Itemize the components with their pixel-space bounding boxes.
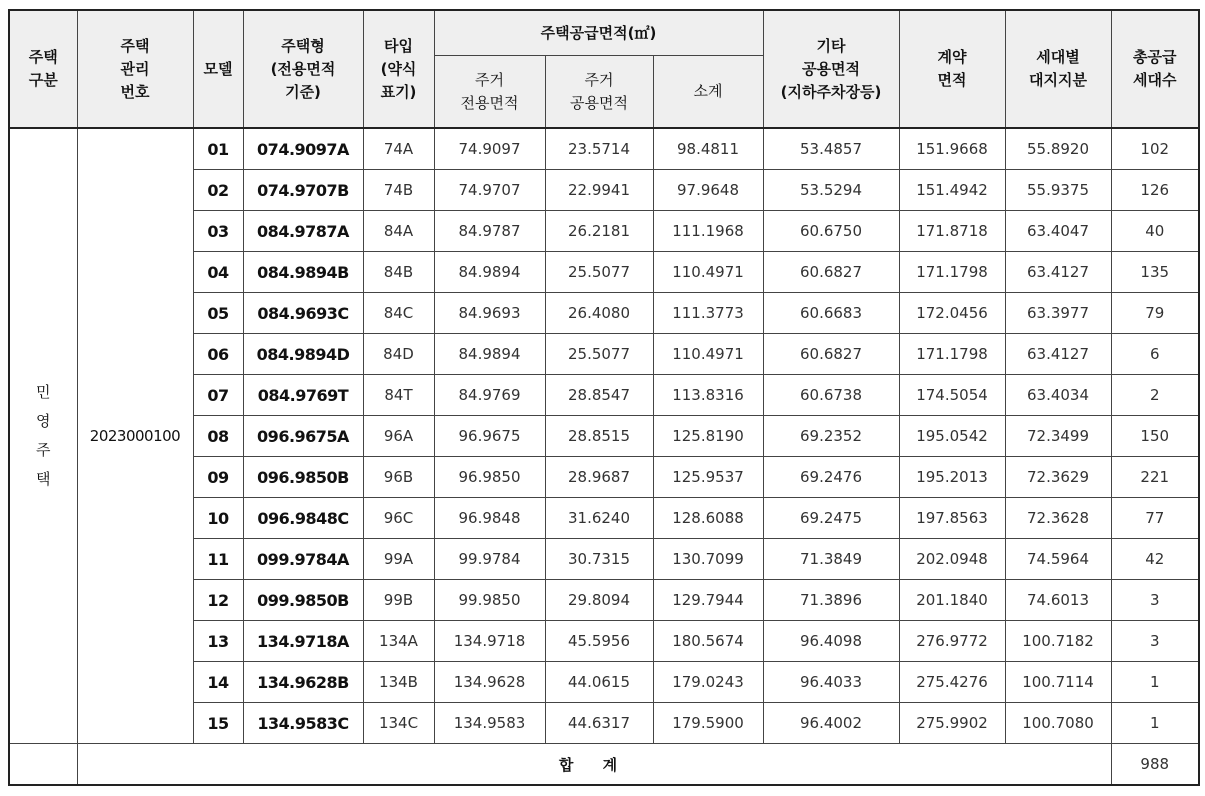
other-common-area-cell: 60.6827 [763, 252, 899, 293]
housing-type-cell: 099.9850B [243, 580, 363, 621]
common-area-cell: 29.8094 [545, 580, 653, 621]
subtotal-cell: 125.8190 [653, 416, 763, 457]
other-common-area-cell: 69.2352 [763, 416, 899, 457]
land-share-cell: 74.6013 [1005, 580, 1111, 621]
type-cell: 96C [363, 498, 434, 539]
total-units: 988 [1111, 744, 1199, 786]
header-subtotal-text: 소계 [693, 82, 723, 100]
model-cell: 01 [193, 128, 243, 170]
header-land-share-text: 세대별 대지지분 [1029, 48, 1087, 89]
header-category [9, 10, 77, 128]
type-cell: 99B [363, 580, 434, 621]
header-other-common-area-text: 기타 공용면적 (지하주차장등) [780, 36, 882, 101]
housing-type-cell: 099.9784A [243, 539, 363, 580]
subtotal-cell: 97.9648 [653, 170, 763, 211]
table-row [9, 128, 1199, 170]
header-type [363, 10, 434, 128]
land-share-cell: 63.4034 [1005, 375, 1111, 416]
common-area-cell: 28.8547 [545, 375, 653, 416]
exclusive-area-cell: 134.9628 [434, 662, 545, 703]
common-area-cell: 31.6240 [545, 498, 653, 539]
common-area-cell: 23.5714 [545, 128, 653, 170]
housing-type-cell: 074.9707B [243, 170, 363, 211]
land-share-cell: 72.3499 [1005, 416, 1111, 457]
housing-type-cell: 084.9894D [243, 334, 363, 375]
units-cell: 102 [1111, 128, 1199, 170]
exclusive-area-cell: 134.9718 [434, 621, 545, 662]
model-cell: 02 [193, 170, 243, 211]
model-cell: 15 [193, 703, 243, 744]
subtotal-cell: 179.0243 [653, 662, 763, 703]
exclusive-area-cell: 134.9583 [434, 703, 545, 744]
model-cell: 14 [193, 662, 243, 703]
model-cell: 11 [193, 539, 243, 580]
model-cell: 06 [193, 334, 243, 375]
type-cell: 134B [363, 662, 434, 703]
land-share-cell: 100.7080 [1005, 703, 1111, 744]
header-resident-common [545, 56, 653, 129]
land-share-cell: 63.4047 [1005, 211, 1111, 252]
total-row [9, 744, 1199, 786]
units-cell: 42 [1111, 539, 1199, 580]
other-common-area-cell: 60.6683 [763, 293, 899, 334]
contract-area-cell: 151.4942 [899, 170, 1005, 211]
land-share-cell: 63.3977 [1005, 293, 1111, 334]
units-cell: 79 [1111, 293, 1199, 334]
type-cell: 84C [363, 293, 434, 334]
header-total-units [1111, 10, 1199, 128]
other-common-area-cell: 71.3849 [763, 539, 899, 580]
contract-area-cell: 171.1798 [899, 334, 1005, 375]
units-cell: 77 [1111, 498, 1199, 539]
exclusive-area-cell: 99.9784 [434, 539, 545, 580]
common-area-cell: 22.9941 [545, 170, 653, 211]
units-cell: 221 [1111, 457, 1199, 498]
contract-area-cell: 276.9772 [899, 621, 1005, 662]
exclusive-area-cell: 74.9707 [434, 170, 545, 211]
housing-type-cell: 074.9097A [243, 128, 363, 170]
subtotal-cell: 111.3773 [653, 293, 763, 334]
type-cell: 99A [363, 539, 434, 580]
total-label: 합 계 [77, 744, 1111, 786]
header-management-number-text: 주택 관리 번호 [120, 36, 150, 101]
housing-type-cell: 084.9787A [243, 211, 363, 252]
header-type-text: 타입 (약식 표기) [380, 36, 417, 101]
contract-area-cell: 275.4276 [899, 662, 1005, 703]
header-model-text: 모델 [203, 59, 233, 78]
exclusive-area-cell: 74.9097 [434, 128, 545, 170]
units-cell: 3 [1111, 580, 1199, 621]
land-share-cell: 55.8920 [1005, 128, 1111, 170]
header-resident-exclusive-text: 주거 전용면적 [460, 70, 519, 112]
land-share-cell: 72.3628 [1005, 498, 1111, 539]
exclusive-area-cell: 84.9769 [434, 375, 545, 416]
type-cell: 134C [363, 703, 434, 744]
subtotal-cell: 98.4811 [653, 128, 763, 170]
model-cell: 04 [193, 252, 243, 293]
type-cell: 84B [363, 252, 434, 293]
housing-type-cell: 096.9675A [243, 416, 363, 457]
housing-type-cell: 134.9718A [243, 621, 363, 662]
model-cell: 05 [193, 293, 243, 334]
other-common-area-cell: 71.3896 [763, 580, 899, 621]
management-number-cell: 2023000100 [77, 128, 193, 744]
header-resident-common-text: 주거 공용면적 [570, 70, 628, 112]
exclusive-area-cell: 84.9894 [434, 252, 545, 293]
land-share-cell: 63.4127 [1005, 252, 1111, 293]
category-char: 택 [36, 470, 51, 488]
contract-area-cell: 195.2013 [899, 457, 1005, 498]
common-area-cell: 45.5956 [545, 621, 653, 662]
other-common-area-cell: 96.4033 [763, 662, 899, 703]
type-cell: 84T [363, 375, 434, 416]
land-share-cell: 100.7114 [1005, 662, 1111, 703]
housing-type-cell: 096.9850B [243, 457, 363, 498]
units-cell: 3 [1111, 621, 1199, 662]
model-cell: 10 [193, 498, 243, 539]
housing-type-cell: 096.9848C [243, 498, 363, 539]
housing-type-cell: 134.9583C [243, 703, 363, 744]
exclusive-area-cell: 96.9675 [434, 416, 545, 457]
common-area-cell: 28.9687 [545, 457, 653, 498]
header-category-text: 주택 구분 [28, 48, 58, 89]
land-share-cell: 55.9375 [1005, 170, 1111, 211]
common-area-cell: 25.5077 [545, 252, 653, 293]
units-cell: 150 [1111, 416, 1199, 457]
subtotal-cell: 113.8316 [653, 375, 763, 416]
exclusive-area-cell: 84.9693 [434, 293, 545, 334]
header-supply-area [434, 10, 763, 56]
contract-area-cell: 171.1798 [899, 252, 1005, 293]
table-body [9, 128, 1199, 785]
category-char: 주 [36, 441, 51, 459]
exclusive-area-cell: 84.9894 [434, 334, 545, 375]
common-area-cell: 26.2181 [545, 211, 653, 252]
subtotal-cell: 110.4971 [653, 334, 763, 375]
contract-area-cell: 202.0948 [899, 539, 1005, 580]
contract-area-cell: 171.8718 [899, 211, 1005, 252]
housing-type-cell: 084.9693C [243, 293, 363, 334]
units-cell: 135 [1111, 252, 1199, 293]
type-cell: 96B [363, 457, 434, 498]
supply-area-table-container [8, 9, 1200, 786]
table-header [9, 10, 1199, 128]
type-cell: 134A [363, 621, 434, 662]
other-common-area-cell: 96.4098 [763, 621, 899, 662]
header-management-number [77, 10, 193, 128]
land-share-cell: 100.7182 [1005, 621, 1111, 662]
common-area-cell: 44.0615 [545, 662, 653, 703]
header-supply-area-text: 주택공급면적(㎡) [540, 23, 657, 42]
common-area-cell: 25.5077 [545, 334, 653, 375]
subtotal-cell: 110.4971 [653, 252, 763, 293]
header-total-units-text: 총공급 세대수 [1133, 48, 1177, 89]
other-common-area-cell: 60.6750 [763, 211, 899, 252]
contract-area-cell: 197.8563 [899, 498, 1005, 539]
contract-area-cell: 172.0456 [899, 293, 1005, 334]
housing-type-cell: 084.9769T [243, 375, 363, 416]
type-cell: 96A [363, 416, 434, 457]
subtotal-cell: 179.5900 [653, 703, 763, 744]
model-cell: 09 [193, 457, 243, 498]
type-cell: 74A [363, 128, 434, 170]
contract-area-cell: 151.9668 [899, 128, 1005, 170]
header-other-common-area [763, 10, 899, 128]
header-resident-exclusive [434, 56, 545, 129]
contract-area-cell: 201.1840 [899, 580, 1005, 621]
units-cell: 40 [1111, 211, 1199, 252]
header-model [193, 10, 243, 128]
category-cell [9, 128, 77, 744]
header-contract-area [899, 10, 1005, 128]
header-housing-type-text: 주택형 (전용면적 기준) [270, 36, 336, 101]
housing-type-cell: 084.9894B [243, 252, 363, 293]
model-cell: 13 [193, 621, 243, 662]
contract-area-cell: 174.5054 [899, 375, 1005, 416]
header-contract-area-text: 계약 면적 [937, 48, 967, 89]
land-share-cell: 63.4127 [1005, 334, 1111, 375]
total-category-blank [9, 744, 77, 786]
type-cell: 74B [363, 170, 434, 211]
land-share-cell: 72.3629 [1005, 457, 1111, 498]
other-common-area-cell: 96.4002 [763, 703, 899, 744]
units-cell: 126 [1111, 170, 1199, 211]
subtotal-cell: 125.9537 [653, 457, 763, 498]
subtotal-cell: 129.7944 [653, 580, 763, 621]
exclusive-area-cell: 96.9850 [434, 457, 545, 498]
model-cell: 08 [193, 416, 243, 457]
exclusive-area-cell: 84.9787 [434, 211, 545, 252]
other-common-area-cell: 69.2476 [763, 457, 899, 498]
header-land-share [1005, 10, 1111, 128]
land-share-cell: 74.5964 [1005, 539, 1111, 580]
housing-type-cell: 134.9628B [243, 662, 363, 703]
model-cell: 12 [193, 580, 243, 621]
contract-area-cell: 275.9902 [899, 703, 1005, 744]
units-cell: 1 [1111, 662, 1199, 703]
common-area-cell: 26.4080 [545, 293, 653, 334]
category-char: 민 [36, 383, 51, 401]
other-common-area-cell: 60.6738 [763, 375, 899, 416]
other-common-area-cell: 69.2475 [763, 498, 899, 539]
subtotal-cell: 111.1968 [653, 211, 763, 252]
header-housing-type [243, 10, 363, 128]
contract-area-cell: 195.0542 [899, 416, 1005, 457]
subtotal-cell: 130.7099 [653, 539, 763, 580]
common-area-cell: 44.6317 [545, 703, 653, 744]
category-char: 영 [36, 412, 51, 430]
common-area-cell: 28.8515 [545, 416, 653, 457]
model-cell: 03 [193, 211, 243, 252]
other-common-area-cell: 60.6827 [763, 334, 899, 375]
type-cell: 84D [363, 334, 434, 375]
subtotal-cell: 180.5674 [653, 621, 763, 662]
type-cell: 84A [363, 211, 434, 252]
exclusive-area-cell: 99.9850 [434, 580, 545, 621]
units-cell: 2 [1111, 375, 1199, 416]
model-cell: 07 [193, 375, 243, 416]
other-common-area-cell: 53.5294 [763, 170, 899, 211]
exclusive-area-cell: 96.9848 [434, 498, 545, 539]
units-cell: 6 [1111, 334, 1199, 375]
other-common-area-cell: 53.4857 [763, 128, 899, 170]
units-cell: 1 [1111, 703, 1199, 744]
supply-area-table [8, 9, 1200, 786]
common-area-cell: 30.7315 [545, 539, 653, 580]
header-subtotal [653, 56, 763, 129]
subtotal-cell: 128.6088 [653, 498, 763, 539]
